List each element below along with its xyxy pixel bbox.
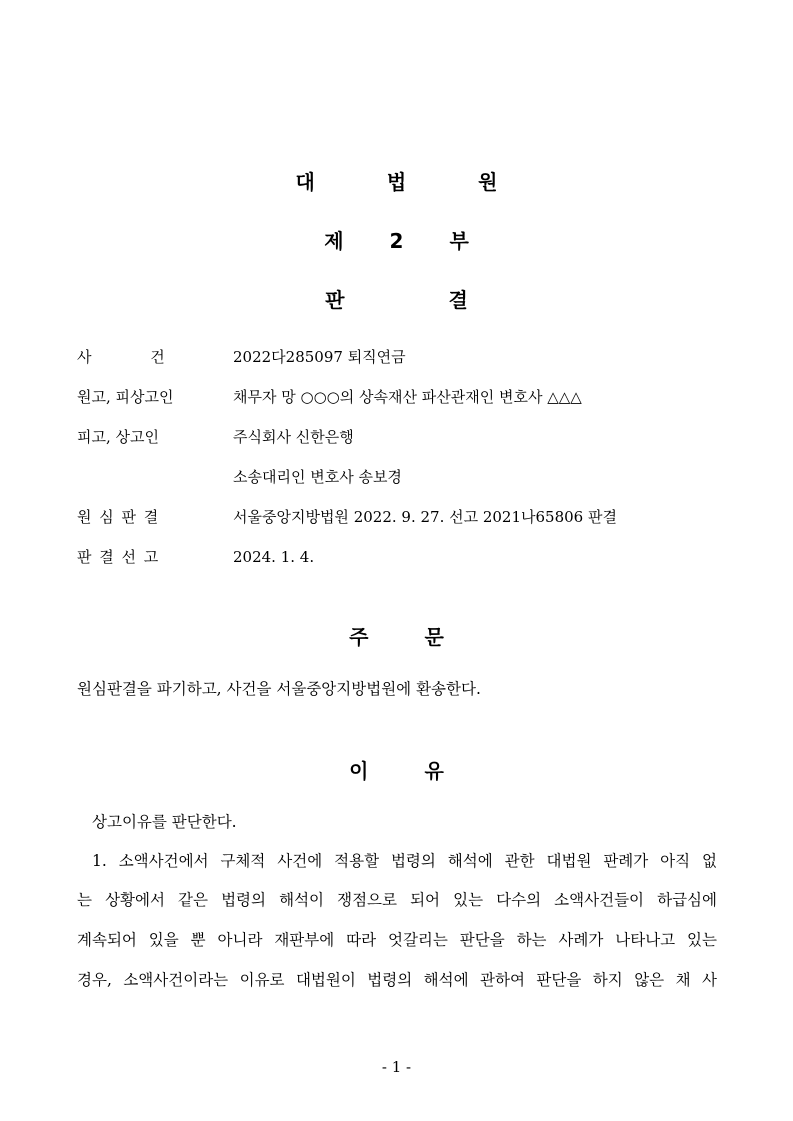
case-info-label: 원 심 판 결	[77, 508, 159, 526]
order-title-char: 주	[349, 625, 369, 649]
case-info-row	[77, 546, 727, 568]
court-name	[0, 170, 793, 194]
court-name-char: 법	[386, 170, 407, 194]
division-name-char: 2	[389, 229, 404, 253]
case-info-value: 채무자 망 ○○○의 상속재산 파산관재인 변호사 △△△	[233, 388, 582, 406]
case-info-row	[77, 426, 727, 448]
case-info-value: 소송대리인 변호사 송보경	[233, 468, 402, 486]
reasons-title-char: 이	[349, 759, 369, 783]
case-info-value: 주식회사 신한은행	[233, 428, 354, 446]
case-info-row	[77, 386, 727, 408]
court-name-char: 대	[295, 170, 315, 194]
reasons-title	[0, 759, 793, 783]
court-name-char: 원	[478, 170, 498, 194]
case-info-row	[77, 466, 727, 488]
reasons-paragraph-line: 는 상황에서 같은 법령의 해석이 쟁점으로 되어 있는 다수의 소액사건들이 하급심에	[77, 891, 717, 909]
division-name-char: 부	[449, 229, 469, 253]
document-type	[0, 288, 793, 312]
page-number: - 1 -	[381, 1058, 412, 1076]
case-info-label: 사 건	[77, 348, 165, 366]
case-info-value: 2022다285097 퇴직연금	[233, 348, 406, 366]
reasons-paragraph-line: 1. 소액사건에서 구체적 사건에 적용할 법령의 해석에 관한 대법원 판례가 아직 없	[92, 852, 717, 870]
document-type-char: 판	[325, 288, 345, 312]
reasons-intro: 상고이유를 판단한다.	[92, 813, 237, 831]
division-name-char: 제	[324, 229, 344, 253]
division-name	[0, 229, 793, 253]
case-info-label: 원고, 피상고인	[77, 388, 174, 406]
case-info-label: 판 결 선 고	[77, 548, 159, 566]
case-info-label: 피고, 상고인	[77, 428, 159, 446]
order-text: 원심판결을 파기하고, 사건을 서울중앙지방법원에 환송한다.	[77, 680, 481, 698]
case-info-value: 서울중앙지방법원 2022. 9. 27. 선고 2021나65806 판결	[233, 508, 617, 526]
case-info-row	[77, 346, 727, 368]
order-title	[0, 625, 793, 649]
document-type-char: 결	[448, 288, 468, 312]
reasons-paragraph-line: 계속되어 있을 뿐 아니라 재판부에 따라 엇갈리는 판단을 하는 사례가 나타나고 있는	[77, 931, 717, 949]
case-info-row	[77, 506, 727, 528]
reasons-title-char: 유	[424, 759, 444, 783]
reasons-paragraph-line: 경우, 소액사건이라는 이유로 대법원이 법령의 해석에 관하여 판단을 하지 않은 채 사	[77, 971, 717, 989]
order-title-char: 문	[424, 625, 444, 649]
case-info-value: 2024. 1. 4.	[233, 548, 315, 566]
